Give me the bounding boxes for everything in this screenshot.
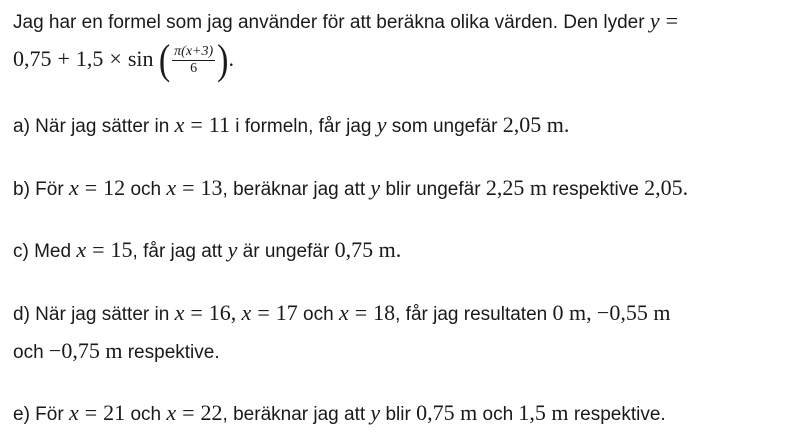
equals-sign: = (190, 112, 203, 137)
times-sign: × (109, 46, 122, 71)
x-value-1: 16 (208, 300, 231, 325)
item-e-mid2: blir (385, 404, 411, 425)
item-e-prefix: e) För (13, 404, 64, 425)
item-c-mid: , får jag att (132, 241, 223, 262)
x-value-2: 17 (275, 300, 298, 325)
y-value-1: 0,75 m (416, 400, 478, 425)
y-value: 2,05 m (502, 112, 564, 137)
item-d-resp: respektive. (127, 342, 220, 363)
var-x: x (68, 400, 79, 425)
var-x: x (174, 300, 185, 325)
plus-sign: + (57, 46, 70, 71)
var-y: y (370, 175, 381, 200)
y-value-1: 2,25 m (485, 175, 547, 200)
y-value-2: 1,5 m (518, 400, 569, 425)
item-d (13, 300, 670, 328)
item-c (13, 237, 401, 265)
item-c-mid2: är ungefär (242, 241, 330, 262)
item-b (13, 175, 688, 203)
y-value-3: −0,75 m (48, 338, 123, 363)
var-x: x (166, 400, 177, 425)
equals-sign: = (84, 175, 98, 200)
var-x: x (68, 175, 79, 200)
y-value-2: −0,55 m (596, 300, 671, 325)
item-a-mid: i formeln, får jag (235, 116, 372, 137)
item-b-prefix: b) För (13, 179, 64, 200)
x-value-1: 12 (103, 175, 126, 200)
equals-sign: = (665, 8, 679, 33)
var-x: x (166, 175, 177, 200)
formula-line (13, 38, 234, 82)
right-paren: ) (217, 37, 229, 84)
equals-sign: = (182, 175, 195, 200)
x-value-2: 13 (200, 175, 223, 200)
var-x: x (174, 112, 185, 137)
item-d-and: och (303, 304, 334, 325)
item-b-end: . (682, 175, 689, 200)
item-b-mid: , beräknar jag att (222, 179, 366, 200)
var-y: y (376, 112, 387, 137)
equals-sign: = (182, 400, 195, 425)
x-value-2: 22 (200, 400, 223, 425)
y-value-1: 0 m (552, 300, 587, 325)
x-value-3: 18 (373, 300, 396, 325)
item-b-resp: respektive (552, 179, 639, 200)
sin-function: sin (127, 46, 154, 71)
item-e-resp: respektive. (573, 404, 666, 425)
item-c-prefix: c) Med (13, 241, 72, 262)
fraction (172, 44, 215, 77)
item-b-mid2: blir ungefär (385, 179, 481, 200)
formula-constant-1: 0,75 (13, 46, 52, 71)
item-e (13, 400, 666, 428)
var-x: x (241, 300, 252, 325)
x-value: 11 (208, 112, 230, 137)
formula-end: . (228, 46, 234, 71)
fraction-denominator: 6 (190, 61, 198, 77)
comma: , (230, 300, 237, 325)
item-a-end: . (563, 112, 570, 137)
intro-text: Jag har en formel som jag använder för att beräkna olika värden. Den lyder (13, 12, 645, 33)
equals-sign: = (354, 300, 368, 325)
equals-sign: = (257, 300, 270, 325)
item-d-continuation (13, 338, 220, 366)
item-a-mid2: som ungefär (391, 116, 498, 137)
item-e-and2: och (482, 404, 514, 425)
equals-sign: = (92, 237, 105, 262)
item-e-mid: , beräknar jag att (222, 404, 366, 425)
y-value: 0,75 m (334, 237, 396, 262)
item-d-line2-and: och (13, 342, 44, 363)
var-y: y (227, 237, 238, 262)
comma: , (586, 300, 592, 325)
item-d-prefix: d) När jag sätter in (13, 304, 170, 325)
x-value-1: 21 (103, 400, 126, 425)
var-y: y (649, 8, 660, 33)
equals-sign: = (190, 300, 203, 325)
y-value-2: 2,05 (644, 175, 683, 200)
equals-sign: = (84, 400, 98, 425)
item-a-prefix: a) När jag sätter in (13, 116, 170, 137)
left-paren: ( (158, 37, 171, 84)
var-x: x (76, 237, 87, 262)
item-e-and: och (130, 404, 162, 425)
item-d-mid: , får jag resultaten (395, 304, 548, 325)
formula-constant-2: 1,5 (75, 46, 104, 71)
var-x: x (338, 300, 349, 325)
fraction-numerator: π(x+3) (174, 44, 214, 60)
x-value: 15 (110, 237, 133, 262)
var-y: y (370, 400, 381, 425)
item-a (13, 112, 569, 140)
item-c-end: . (395, 237, 402, 262)
item-b-and: och (130, 179, 162, 200)
intro-line-1 (13, 8, 684, 36)
